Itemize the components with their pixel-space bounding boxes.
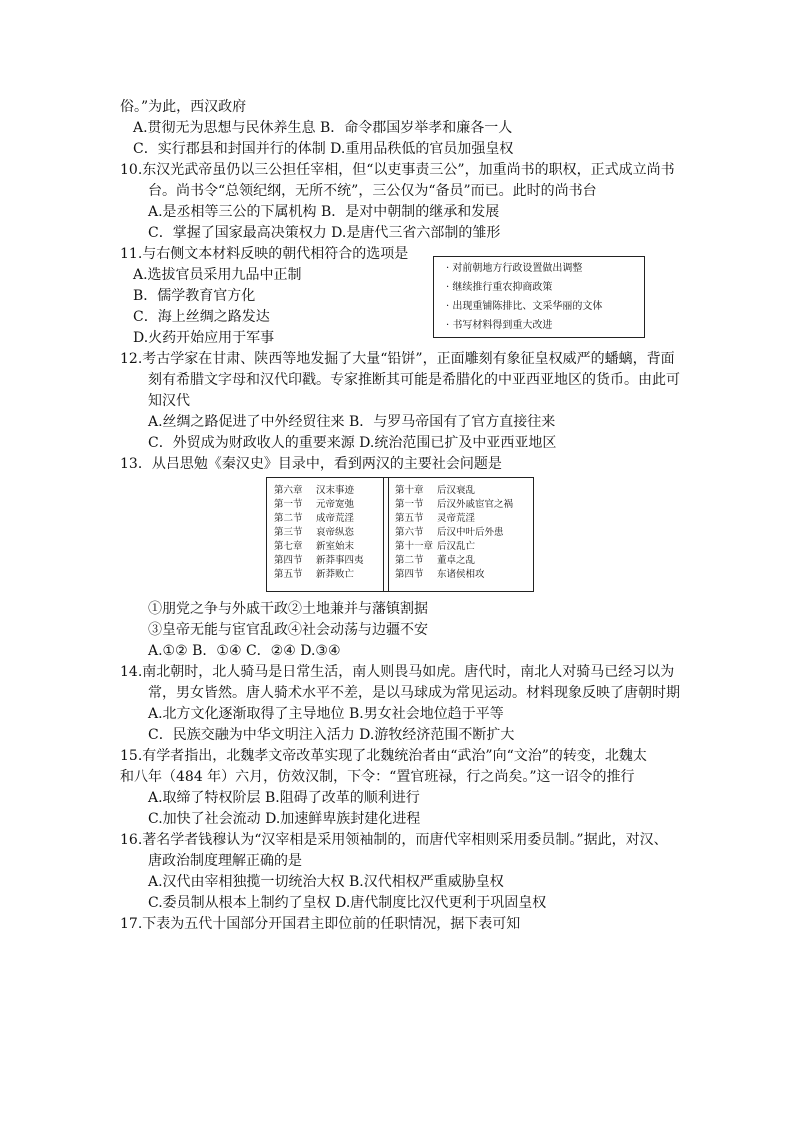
toc-chapter-number: 第一节 [274,499,303,510]
text-line: ①朋党之争与外戚干政②土地兼并与藩镇割据 [148,601,428,617]
text-line: C.加快了社会流动 D.加速鲜卑族封建化进程 [148,811,421,827]
text-line: A.取缔了特权阶层 B.阻碍了改革的顺利进行 [148,790,420,806]
toc-entry [274,526,364,540]
text-line: C．民族交融为中华文明注入活力 D.游牧经济范围不断扩大 [148,727,515,743]
text-line: 14.南北朝时，北人骑马是日常生活，南人则畏马如虎。唐代时，南北人对骑马已经习以为 [120,664,675,680]
toc-left-column [274,484,364,582]
toc-column-divider [383,478,389,591]
text-line: A.①② B．①④ C．②④ D.③④ [148,643,341,659]
toc-entry [274,554,364,568]
text-line: A.是丞相等三公的下属机构 B．是对中朝制的继承和发展 [148,204,500,220]
text-line: 刻有希腊文字母和汉代印戳。专家推断其可能是希腊化的中亚西亚地区的货币。由此可 [148,372,680,388]
toc-chapter-number: 第五节 [395,513,424,524]
text-line: A.汉代由宰相独揽一切统治大权 B.汉代相权严重威胁皇权 [148,874,504,890]
text-line: 13．从吕思勉《秦汉史》目录中，看到两汉的主要社会问题是 [120,456,502,472]
toc-chapter-number: 第四节 [395,569,424,580]
toc-chapter-title: 灵帝荒淫 [437,513,476,524]
toc-chapter-number: 第十章 [395,485,424,496]
toc-chapter-title: 后汉衰乱 [437,485,476,496]
toc-entry [274,512,364,526]
text-line: A.选拔官员采用九品中正制 [133,267,302,283]
text-line: ③皇帝无能与宦官乱政④社会动荡与边疆不安 [148,622,428,638]
text-line: C．掌握了国家最高决策权力 D.是唐代三省六部制的雏形 [148,225,501,241]
toc-chapter-title: 东诸侯相攻 [437,569,485,580]
toc-entry [274,540,364,554]
text-line: A.丝绸之路促进了中外经贸往来 B．与罗马帝国有了官方直接往来 [148,414,556,430]
text-line: C．实行郡县和封国并行的体制 D.重用品秩低的官员加强皇权 [133,141,514,157]
q11-material-box [433,256,645,338]
toc-chapter-title: 哀帝纵恣 [316,527,355,538]
text-line: 知汉代 [148,393,190,409]
toc-chapter-title: 董卓之乱 [437,555,476,566]
toc-chapter-number: 第四节 [274,555,303,566]
text-line: D.火药开始应用于军事 [133,330,275,346]
toc-chapter-number: 第二节 [395,555,424,566]
toc-chapter-title: 成帝荒淫 [316,513,355,524]
text-line: C.委员制从根本上制约了皇权 D.唐代制度比汉代更利于巩固皇权 [148,895,547,911]
toc-chapter-title: 新室始末 [316,541,355,552]
toc-chapter-title: 后汉外戚宦官之祸 [437,499,514,510]
toc-chapter-number: 第一节 [395,499,424,510]
toc-entry [395,554,513,568]
toc-entry [395,526,513,540]
text-line: B．儒学教育官方化 [133,288,256,304]
toc-entry [274,484,364,498]
text-line: 12.考古学家在甘肃、陕西等地发掘了大量“铅饼”，正面雕刻有象征皇权威严的蟠螭，背面 [120,351,675,367]
q11-material-line: · 继续推行重农抑商政策 [446,282,553,293]
text-line: 和八年（484 年）六月，仿效汉制，下令：“置官班禄，行之尚矣。”这一诏令的推行 [120,769,635,785]
text-line: C．外贸成为财政收人的重要来源 D.统治范围已扩及中亚西亚地区 [148,435,557,451]
text-line: A.北方文化逐渐取得了主导地位 B.男女社会地位趋于平等 [148,706,504,722]
toc-chapter-number: 第五节 [274,569,303,580]
text-line: 10.东汉光武帝虽仍以三公担任宰相，但“以吏事责三公”，加重尚书的职权，正式成立尚书 [120,162,675,178]
toc-chapter-number: 第六节 [395,527,424,538]
toc-entry [274,568,364,582]
toc-chapter-number: 第六章 [274,485,303,496]
text-line: A.贯彻无为思想与民休养生息 B．命令郡国岁举孝和廉各一人 [133,120,513,136]
toc-entry [395,484,513,498]
toc-chapter-number: 第三节 [274,527,303,538]
text-line: 台。尚书令“总领纪纲，无所不统”，三公仅为“备员”而已。此时的尚书台 [148,183,597,199]
toc-entry [395,568,513,582]
text-line: 俗。”为此，西汉政府 [120,99,247,115]
toc-chapter-title: 元帝宽弛 [316,499,355,510]
toc-entry [395,512,513,526]
text-line: 常，男女皆然。唐人骑术水平不差，是以马球成为常见运动。材料现象反映了唐朝时期 [148,685,680,701]
q11-material-line: · 出现重铺陈排比、文采华丽的文体 [446,301,603,312]
text-line: 16.著名学者钱穆认为“汉宰相是采用领袖制的，而唐代宰相则采用委员制。”据此，对汉、 [120,832,668,848]
text-line: 17.下表为五代十国部分开国君主即位前的任职情况，据下表可知 [120,916,521,932]
text-line: 15.有学者指出，北魏孝文帝改革实现了北魏统治者由“武治”向“文治”的转变，北魏太 [120,748,647,764]
toc-chapter-title: 汉末事迹 [316,485,355,496]
text-line: 唐政治制度理解正确的是 [148,853,302,869]
toc-entry [395,540,513,554]
q11-material-line: · 对前朝地方行政设置做出调整 [446,263,583,274]
toc-chapter-number: 第十一章 [395,541,434,552]
toc-right-column [395,484,513,582]
qinhan-history-toc-table [266,477,534,592]
text-line: 11.与右侧文本材料反映的朝代相符合的选项是 [120,246,409,262]
toc-chapter-title: 新莽败亡 [316,569,355,580]
toc-chapter-title: 后汉中叶后外患 [437,527,504,538]
toc-entry [274,498,364,512]
toc-chapter-title: 后汉乱亡 [437,541,476,552]
toc-chapter-number: 第二节 [274,513,303,524]
text-line: C．海上丝绸之路发达 [133,309,270,325]
q11-material-line: · 书写材料得到重大改进 [446,320,553,331]
toc-chapter-number: 第七章 [274,541,303,552]
toc-chapter-title: 新莽事四夷 [316,555,364,566]
toc-entry [395,498,513,512]
